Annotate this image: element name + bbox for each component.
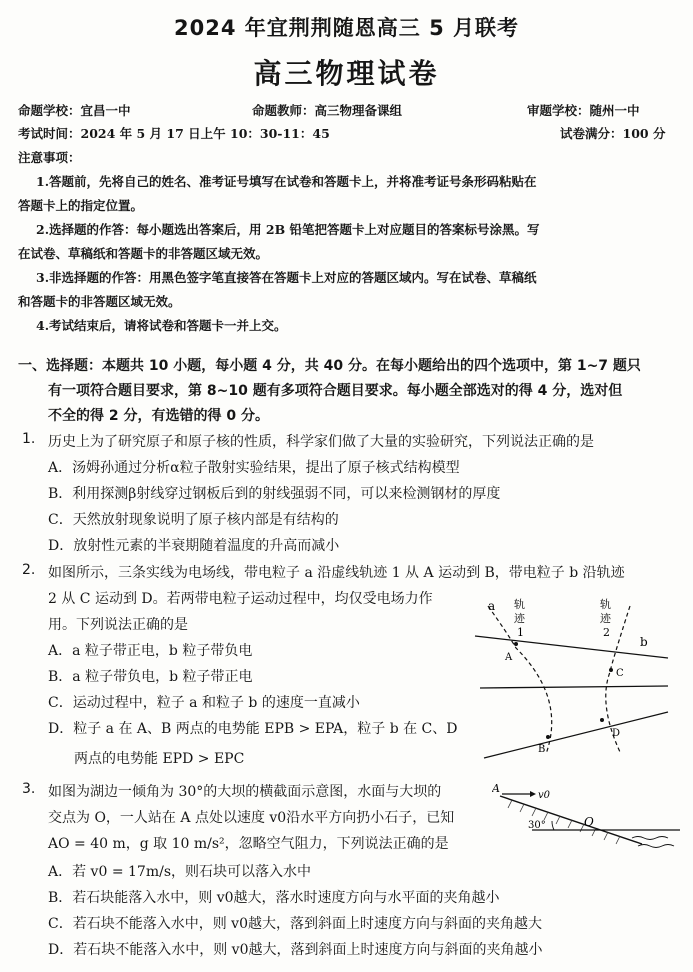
dam-hatching [508,800,620,844]
label-b: b [640,635,648,649]
question-2-stem-line3: 用。下列说法正确的是 [48,617,188,633]
point-c-dot [609,668,613,672]
point-d-dot [600,718,604,722]
track1-char-2: 迹 [514,612,525,625]
point-a-label: A [505,652,513,663]
question-3-stem-line1: 如图为湖边一倾角为 30°的大坝的横截面示意图，水面与大坝的 [48,784,442,800]
section-heading-line3: 不全的得 2 分，有选错的得 0 分。 [48,408,269,424]
track1-char-3: 1 [517,626,524,639]
angle-arc [552,821,554,830]
label-angle: 30° [528,820,546,831]
section-heading-line1: 一、选择题：本题共 10 小题，每小题 4 分，共 40 分。在每小题给出的四个选项中，第 1~7 题只 [18,358,641,374]
notice-item-1-line2: 答题卡上的指定位置。 [18,198,144,213]
question-1-option-c: C．天然放射现象说明了原子核内部是有结构的 [48,512,339,528]
track2-char-2: 迹 [600,612,611,625]
question-1-stem: 历史上为了研究原子和原子核的性质，科学家们做了大量的实验研究，下列说法正确的是 [48,434,594,450]
question-3-option-a: A．若 v0 = 17m/s，则石块可以落入水中 [48,864,311,880]
label-point-o: O [584,815,594,829]
question-1-number: 1. [22,431,36,447]
question-2-option-d-line2: 两点的电势能 EPD > EPC [74,751,245,767]
field-line-3 [484,712,668,758]
water-wave-1 [632,837,668,840]
question-3-number: 3. [22,781,36,797]
question-2-number: 2. [22,562,36,578]
point-a-dot [514,642,518,646]
notice-item-3-line2: 和答题卡的非答题区域无效。 [18,294,181,309]
field-line-2 [480,686,668,688]
point-c-label: C [616,668,624,679]
label-a: a [488,599,496,613]
question-3-option-c: C．若石块不能落入水中，则 v0越大，落到斜面上时速度方向与斜面的夹角越大 [48,916,542,932]
dam-figure [492,782,682,854]
proposing-school: 命题学校：宜昌一中 [18,103,131,118]
track2-char-3: 2 [603,626,610,639]
track2-char-1: 轨 [600,598,611,611]
point-d-label: D [612,728,621,739]
notice-item-3-line1: 3.非选择题的作答：用黑色签字笔直接答在答题卡上对应的答题区域内。写在试卷、草稿纸 [36,270,537,285]
question-2-option-a: A．a 粒子带正电，b 粒子带负电 [48,643,253,659]
proposing-teacher: 命题教师：高三物理备课组 [252,103,403,118]
notice-heading: 注意事项： [18,150,81,165]
question-2-stem-line2: 2 从 C 运动到 D。若两带电粒子运动过程中，均仅受电场力作 [48,591,433,607]
question-1-option-a: A．汤姆孙通过分析α粒子散射实验结果，提出了原子核式结构模型 [48,460,460,476]
reviewing-school: 审题学校：随州一中 [527,103,640,118]
track1-char-1: 轨 [514,598,525,611]
notice-item-2-line1: 2.选择题的作答：每小题选出答案后，用 2B 铅笔把答题卡上对应题目的答案标号涂黑。写 [36,222,540,237]
question-1-option-b: B．利用探测β射线穿过钢板后到的射线强弱不同，可以来检测钢材的厚度 [48,486,501,502]
point-b-dot [546,735,550,739]
electric-field-figure [470,592,680,772]
section-heading-line2: 有一项符合题目要求，第 8~10 题有多项符合题目要求。每小题全部选对的得 4 分，选对但 [48,383,623,399]
notice-item-1-line1: 1.答题前，先将自己的姓名、准考证号填写在试卷和答题卡上，并将准考证号条形码粘贴在 [36,174,537,189]
question-2-option-c: C．运动过程中，粒子 a 和粒子 b 的速度一直减小 [48,695,360,711]
question-3-stem-line3: AO = 40 m，g 取 10 m/s²，忽略空气阻力，下列说法正确的是 [48,836,449,852]
question-1-option-d: D．放射性元素的半衰期随着温度的升高而减小 [48,538,340,554]
velocity-arrowhead [530,791,536,797]
notice-item-2-line2: 在试卷、草稿纸和答题卡的非答题区域无效。 [18,246,269,261]
label-v0: v0 [538,790,551,801]
dam-slope [500,796,642,844]
question-3-stem-line2: 交点为 O，一人站在 A 点处以速度 v0沿水平方向扔小石子，已知 [48,810,455,826]
paper-title: 高三物理试卷 [253,57,440,90]
question-2-stem-line1: 如图所示，三条实线为电场线，带电粒子 a 沿虚线轨迹 1 从 A 运动到 B，带电粒子 b 沿轨迹 [48,565,625,581]
full-score: 试卷满分：100 分 [560,126,666,141]
exam-time: 考试时间：2024 年 5 月 17 日上午 10：30-11：45 [18,126,330,141]
question-2-option-d-line1: D．粒子 a 在 A、B 两点的电势能 EPB > EPA，粒子 b 在 C、D [48,721,458,737]
exam-title: 2024 年宜荆荆随恩高三 5 月联考 [174,16,519,40]
point-b-label: B [538,744,546,755]
label-point-a: A [492,782,500,795]
notice-item-4-line1: 4.考试结束后，请将试卷和答题卡一并上交。 [36,318,287,333]
question-2-option-b: B．a 粒子带负电，b 粒子带正电 [48,669,253,685]
question-3-option-d: D．若石块不能落入水中，则 v0越大，落到斜面上时速度方向与斜面的夹角越小 [48,942,543,958]
question-3-option-b: B．若石块能落入水中，则 v0越大，落水时速度方向与水平面的夹角越小 [48,890,500,906]
water-wave-2 [638,845,674,848]
